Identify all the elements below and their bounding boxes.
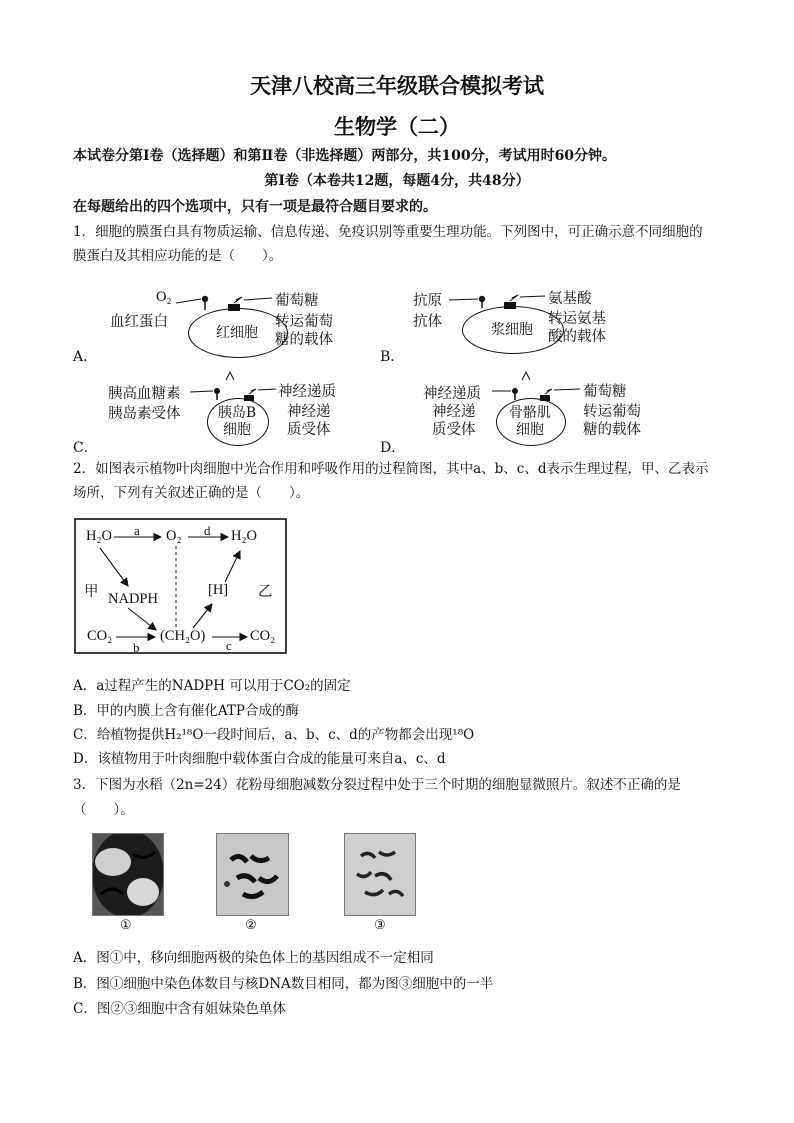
process-b: b bbox=[133, 640, 140, 655]
process-a: a bbox=[134, 523, 140, 538]
q2-option-a[interactable]: A．a过程产生的NADPH 可以用于CO₂的固定 bbox=[73, 678, 351, 694]
label-receptor-1: 神经递 bbox=[287, 404, 331, 420]
nadph-node: NADPH bbox=[108, 591, 158, 607]
label-transporter-1: 转运氨基 bbox=[548, 311, 606, 327]
label-transporter-2: 酸的载体 bbox=[548, 329, 606, 345]
micrograph-1 bbox=[92, 833, 164, 916]
q1-stem-line2: 膜蛋白及其相应功能的是（ ）。 bbox=[73, 248, 283, 264]
q2-stem-line1: 2．如图表示植物叶肉细胞中光合作用和呼吸作用的过程简图，其中a、b、c、d表示生理过程，甲、乙表示 bbox=[73, 461, 709, 477]
o2-node: O₂ bbox=[166, 528, 182, 544]
label-insulin-receptor: 胰岛素受体 bbox=[108, 406, 181, 422]
q3-stem-line2: （ ）。 bbox=[73, 802, 134, 818]
label-glucagon: 胰高血糖素 bbox=[108, 386, 181, 402]
q3-option-b[interactable]: B．图①细胞中染色体数目与核DNA数目相同，都为图③细胞中的一半 bbox=[73, 976, 494, 992]
q3-option-a[interactable]: A．图①中，移向细胞两极的染色体上的基因组成不一定相同 bbox=[73, 950, 434, 966]
option-label: C． bbox=[73, 440, 98, 456]
section-heading: 第Ⅰ卷（本卷共12题，每题4分，共48分） bbox=[264, 173, 530, 189]
ch2o-node: (CH₂O) bbox=[160, 628, 206, 644]
option-label: B． bbox=[380, 349, 405, 365]
label-transporter-2: 糖的载体 bbox=[275, 332, 333, 348]
q3-option-c[interactable]: C．图②③细胞中含有姐妹染色单体 bbox=[73, 1001, 286, 1017]
instruction-text: 在每题给出的四个选项中，只有一项是最符合题目要求的。 bbox=[73, 199, 437, 215]
q2-stem-line2: 场所，下列有关叙述正确的是（ ）。 bbox=[73, 485, 310, 501]
label-transporter-1: 转运葡萄 bbox=[583, 404, 641, 420]
q2-option-c[interactable]: C．给植物提供H₂¹⁸O一段时间后，a、b、c、d的产物都会出现¹⁸O bbox=[73, 727, 475, 743]
micrograph-label-3: ③ bbox=[374, 918, 386, 933]
h2o-right: H₂O bbox=[231, 528, 257, 544]
intro-text: 本试卷分第Ⅰ卷（选择题）和第Ⅱ卷（非选择题）两部分，共100分，考试用时60分钟。 bbox=[73, 148, 617, 164]
cell-name-2: 细胞 bbox=[223, 422, 251, 438]
q2-option-d[interactable]: D．该植物用于叶肉细胞中载体蛋白合成的能量可来自a、c、d bbox=[73, 751, 446, 767]
co2-left: CO₂ bbox=[87, 628, 113, 644]
cell-name: 浆细胞 bbox=[491, 322, 533, 338]
label-amino-acid: 氨基酸 bbox=[548, 291, 592, 307]
label-neurotransmitter: 神经递质 bbox=[278, 384, 336, 400]
label-receptor-2: 质受体 bbox=[432, 422, 476, 438]
exam-title: 天津八校高三年级联合模拟考试 bbox=[250, 73, 544, 98]
label-transporter-1: 转运葡萄 bbox=[275, 314, 333, 330]
micrograph-label-1: ① bbox=[120, 918, 132, 933]
option-label: D． bbox=[380, 440, 406, 456]
label-receptor-2: 质受体 bbox=[287, 422, 331, 438]
h2o-left: H₂O bbox=[86, 528, 112, 544]
co2-right: CO₂ bbox=[250, 628, 276, 644]
label-antibody: 抗体 bbox=[413, 314, 442, 330]
option-label: A． bbox=[73, 349, 98, 365]
label-receptor-1: 神经递 bbox=[432, 404, 476, 420]
label-transporter-2: 糖的载体 bbox=[583, 422, 641, 438]
cell-name-2: 细胞 bbox=[516, 422, 544, 438]
label-glucose: 葡萄糖 bbox=[275, 293, 319, 309]
cell-name-1: 胰岛B bbox=[217, 405, 257, 421]
site-jia: 甲 bbox=[84, 584, 99, 600]
cell-name: 红细胞 bbox=[216, 325, 258, 341]
q1-stem-line1: 1．细胞的膜蛋白具有物质运输、信息传递、免疫识别等重要生理功能。下列图中，可正确示意不同细胞的 bbox=[73, 224, 703, 240]
h-node: [H] bbox=[208, 582, 229, 598]
label-hemoglobin: 血红蛋白 bbox=[110, 314, 168, 330]
micrograph-label-2: ② bbox=[245, 918, 257, 933]
process-d: d bbox=[204, 523, 211, 538]
label-o2: O₂ bbox=[156, 289, 172, 305]
cell-name-1: 骨骼肌 bbox=[509, 405, 551, 421]
label-antigen: 抗原 bbox=[413, 293, 442, 309]
micrograph-3 bbox=[344, 833, 416, 916]
micrograph-2 bbox=[216, 833, 289, 916]
q2-option-b[interactable]: B．甲的内膜上含有催化ATP合成的酶 bbox=[73, 703, 300, 719]
process-c: c bbox=[226, 638, 232, 653]
label-neurotransmitter: 神经递质 bbox=[423, 386, 481, 402]
exam-subtitle: 生物学（二） bbox=[334, 114, 460, 139]
q3-stem-line1: 3．下图为水稻（2n=24）花粉母细胞减数分裂过程中处于三个时期的细胞显微照片。叙述不正确的是 bbox=[73, 777, 681, 793]
label-glucose: 葡萄糖 bbox=[583, 384, 627, 400]
site-yi: 乙 bbox=[258, 584, 273, 600]
